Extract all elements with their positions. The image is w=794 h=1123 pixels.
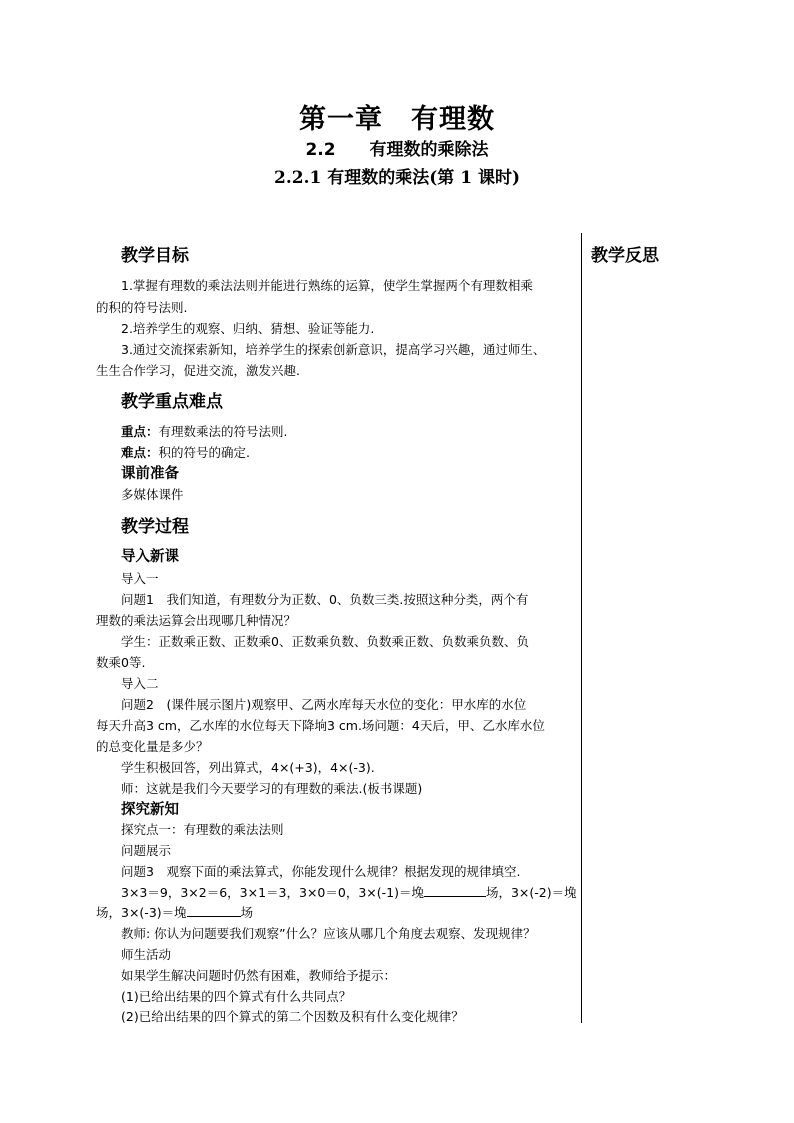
objective-3-line-2: 生生合作学习，促进交流，激发兴趣. bbox=[96, 363, 300, 378]
equation-1-start: 3×3＝9，3×2＝6，3×1＝3，3×0＝0，3×(-1)＝堍 bbox=[121, 885, 424, 900]
hint-intro: 如果学生解决问题时仍然有困难，教师给予提示： bbox=[121, 968, 397, 983]
key-text: 有理数乘法的符号法则. bbox=[158, 424, 288, 439]
answer-1-line-2: 数乘0等. bbox=[96, 655, 146, 670]
equation-2-end: 场 bbox=[240, 905, 254, 920]
answer-1-line-1: 学生：正数乘正数、正数乘0、正数乘负数、负数乘正数、负数乘负数、负 bbox=[121, 634, 529, 649]
question-2-line-2: 每天升高3 cm，乙水库的水位每天下降垧3 cm.场问题：4天后，甲、乙水库水位 bbox=[96, 718, 545, 733]
explore-heading: 探究新知 bbox=[121, 802, 179, 818]
difficult-point bbox=[121, 443, 250, 461]
teacher-remark-2: 教师: 你认为问题要我们观察”什么？应该从哪几个角度去观察、发现规律？ bbox=[121, 926, 536, 941]
answer-blank bbox=[424, 885, 486, 897]
question-1-line-2: 理数的乘法运算会出现哪几种情况？ bbox=[96, 613, 297, 628]
prep-heading: 课前准备 bbox=[121, 466, 179, 482]
equation-line-1 bbox=[121, 883, 577, 901]
hint-1: (1)已给出结果的四个算式有什么共同点？ bbox=[121, 989, 352, 1004]
difficult-text: 积的符号的确定. bbox=[158, 445, 250, 460]
intro-1-label: 导入一 bbox=[121, 571, 159, 586]
column-divider bbox=[581, 233, 582, 1023]
answer-blank bbox=[187, 905, 241, 917]
equation-line-2 bbox=[96, 903, 253, 921]
teacher-remark-1: 师：这就是我们今天要学习的有理数的乘法.(板书课题) bbox=[121, 781, 423, 796]
section-title: 2.2 有理数的乘除法 bbox=[305, 140, 489, 160]
reflection-heading: 教学反思 bbox=[591, 246, 659, 266]
question-2-line-1: 问题2 (课件展示图片)观察甲、乙两水库每天水位的变化：甲水库的水位 bbox=[121, 697, 527, 712]
equation-1-end: 场，3×(-2)＝堍 bbox=[485, 885, 577, 900]
question-1-line-1: 问题1 我们知道，有理数分为正数、0、负数三类.按照这种分类，两个有 bbox=[121, 592, 529, 607]
objectives-heading: 教学目标 bbox=[121, 246, 189, 266]
answer-2: 学生积极回答，列出算式，4×(+3)，4×(-3). bbox=[121, 760, 375, 775]
process-heading: 教学过程 bbox=[121, 517, 189, 537]
problem-show: 问题展示 bbox=[121, 843, 172, 858]
question-3: 问题3 观察下面的乘法算式，你能发现什么规律？根据发现的规律填空. bbox=[121, 864, 521, 879]
explore-point-1: 探究点一：有理数的乘法法则 bbox=[121, 822, 284, 837]
intro-heading: 导入新课 bbox=[121, 549, 179, 565]
activity-label: 师生活动 bbox=[121, 947, 172, 962]
intro-2-label: 导入二 bbox=[121, 676, 159, 691]
difficult-label: 难点： bbox=[121, 445, 159, 460]
objective-1-line-1: 1.掌握有理数的乘法法则并能进行熟练的运算，使学生掌握两个有理数相乘 bbox=[121, 278, 533, 293]
lesson-title: 2.2.1 有理数的乘法(第 1 课时) bbox=[274, 168, 520, 188]
hint-2: (2)已给出结果的四个算式的第二个因数及积有什么变化规律？ bbox=[121, 1009, 464, 1024]
objective-1-line-2: 的积的符号法则. bbox=[96, 300, 188, 315]
equation-2-start: 场，3×(-3)＝堍 bbox=[96, 905, 187, 920]
keypoints-heading: 教学重点难点 bbox=[121, 392, 223, 412]
objective-2: 2.培养学生的观察、归纳、猜想、验证等能力. bbox=[121, 321, 375, 336]
key-label: 重点： bbox=[121, 424, 159, 439]
objective-3-line-1: 3.通过交流探索新知，培养学生的探索创新意识，提高学习兴趣，通过师生、 bbox=[121, 342, 546, 357]
chapter-title: 第一章 有理数 bbox=[299, 104, 495, 135]
key-point bbox=[121, 422, 288, 440]
prep-text: 多媒体课件 bbox=[121, 487, 184, 502]
question-2-line-3: 的总变化量是多少？ bbox=[96, 739, 209, 754]
